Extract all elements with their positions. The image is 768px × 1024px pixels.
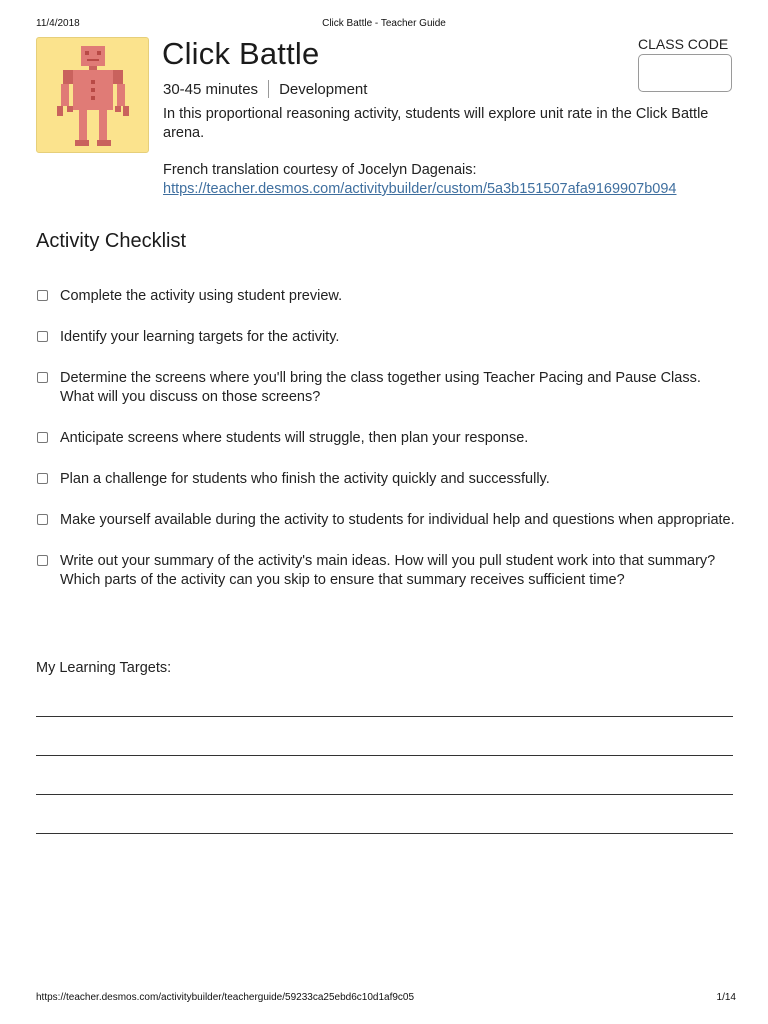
checkbox[interactable] <box>37 473 48 484</box>
print-title: Click Battle - Teacher Guide <box>322 18 446 29</box>
activity-title: Click Battle <box>162 36 320 71</box>
activity-category: Development <box>279 80 368 98</box>
print-header <box>36 18 732 32</box>
activity-duration: 30-45 minutes <box>163 80 259 98</box>
page-number: 1/14 <box>716 992 736 1003</box>
checkbox[interactable] <box>37 290 48 301</box>
checklist-item <box>36 369 736 407</box>
writing-line <box>36 716 733 717</box>
learning-targets-label: My Learning Targets: <box>36 660 172 676</box>
class-code-box[interactable] <box>638 54 732 92</box>
checklist-item <box>36 429 736 448</box>
writing-line <box>36 833 733 834</box>
print-footer <box>36 992 736 1006</box>
robot-icon <box>37 38 149 153</box>
writing-line <box>36 794 733 795</box>
checkbox[interactable] <box>37 331 48 342</box>
activity-checklist <box>36 287 736 612</box>
checklist-item <box>36 328 736 347</box>
checkbox[interactable] <box>37 555 48 566</box>
checkbox[interactable] <box>37 514 48 525</box>
print-date: 11/4/2018 <box>36 18 80 29</box>
checklist-item <box>36 470 736 489</box>
checklist-item-label: Determine the screens where you'll bring the class together using Teacher Pacing and Pause Class. What will you discuss on those screens? <box>60 370 701 405</box>
checkbox[interactable] <box>37 432 48 443</box>
checklist-item <box>36 511 736 530</box>
activity-description: In this proportional reasoning activity, students will explore unit rate in the Click Battle arena. <box>163 106 709 141</box>
credit-link[interactable]: https://teacher.desmos.com/activitybuilder/custom/5a3b151507afa9169907b094 <box>163 181 677 197</box>
checklist-title: Activity Checklist <box>36 230 187 252</box>
checklist-item <box>36 552 736 590</box>
activity-thumbnail <box>36 37 149 153</box>
writing-line <box>36 755 733 756</box>
checklist-item <box>36 287 736 306</box>
meta-divider <box>268 80 269 98</box>
checklist-item-label: Identify your learning targets for the activity. <box>60 329 340 345</box>
activity-meta <box>163 80 367 98</box>
class-code-label: CLASS CODE <box>638 36 729 52</box>
credit-text: French translation courtesy of Jocelyn Dagenais: <box>163 162 477 178</box>
checklist-item-label: Plan a challenge for students who finish the activity quickly and successfully. <box>60 471 550 487</box>
checklist-item-label: Write out your summary of the activity's main ideas. How will you pull student work into that summary? Which parts of the activity can you skip to ensure that summary receives sufficient time? <box>60 553 716 588</box>
translation-credit <box>163 161 738 199</box>
checklist-item-label: Make yourself available during the activity to students for individual help and questions when appropriate. <box>60 512 735 528</box>
checkbox[interactable] <box>37 372 48 383</box>
checklist-item-label: Anticipate screens where students will struggle, then plan your response. <box>60 430 529 446</box>
print-url: https://teacher.desmos.com/activitybuilder/teacherguide/59233ca25ebd6c10d1af9c05 <box>36 992 415 1003</box>
checklist-item-label: Complete the activity using student preview. <box>60 288 343 304</box>
